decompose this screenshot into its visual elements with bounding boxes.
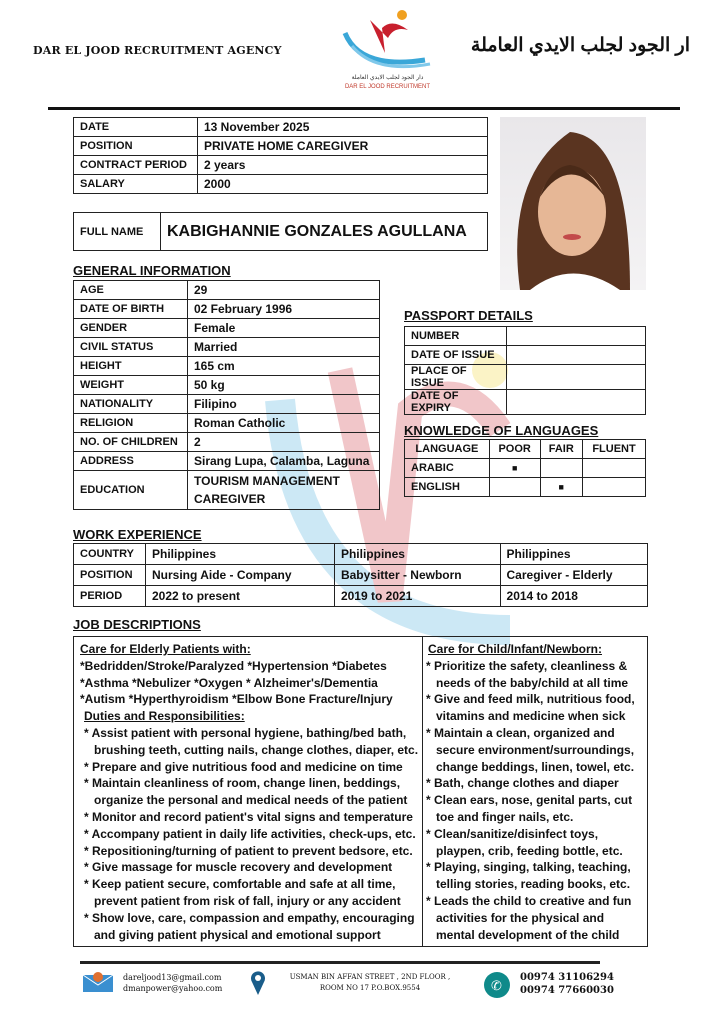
duty-item: * Monitor and record patient's vital signs and temperature bbox=[84, 809, 413, 824]
child-care-item: * Clean/sanitize/disinfect toys, playpen, crib, feeding bottle, etc. bbox=[426, 826, 623, 858]
table-row bbox=[405, 327, 646, 346]
table-row bbox=[405, 390, 646, 415]
child-care-item: * Leads the child to creative and fun activities for the physical and mental development of the child bbox=[426, 893, 632, 942]
duty-item: * Prepare and give nutritious food and medicine on time bbox=[84, 759, 403, 774]
condition-line: *Autism *Hyperthyroidism *Elbow Bone Fracture/Injury bbox=[80, 692, 393, 707]
work-country: Philippines bbox=[146, 544, 335, 565]
duty-item: * Accompany patient in daily life activities, check-ups, etc. bbox=[84, 826, 416, 841]
column-header: FLUENT bbox=[583, 440, 646, 459]
child-care-item: * Maintain a clean, organized and secure environment/surroundings, change beddings, linen, towel, etc. bbox=[426, 725, 635, 774]
table-row bbox=[74, 338, 380, 357]
value: Roman Catholic bbox=[188, 414, 380, 433]
duties-title: Duties and Responsibilities: bbox=[84, 709, 245, 724]
label: RELIGION bbox=[74, 414, 188, 433]
empty-cell bbox=[540, 459, 583, 478]
label: PLACE OF ISSUE bbox=[405, 365, 507, 390]
child-care-item: * Bath, change clothes and diaper bbox=[426, 776, 619, 791]
table-row bbox=[74, 137, 488, 156]
label: ADDRESS bbox=[74, 452, 188, 471]
label: SALARY bbox=[74, 175, 198, 194]
condition-line: *Bedridden/Stroke/Paralyzed *Hypertension *Diabetes bbox=[80, 658, 387, 673]
label: POSITION bbox=[74, 137, 198, 156]
label: NO. OF CHILDREN bbox=[74, 433, 188, 452]
table-row bbox=[74, 376, 380, 395]
value bbox=[507, 327, 646, 346]
email-1[interactable]: dareljood13@gmail.com bbox=[123, 973, 222, 982]
child-care-item: * Prioritize the safety, cleanliness & needs of the baby/child at all time bbox=[426, 658, 629, 690]
language-name: ARABIC bbox=[405, 459, 490, 478]
address-line-2: ROOM NO 17 P.O.BOX.9554 bbox=[319, 984, 421, 992]
label: DATE OF ISSUE bbox=[405, 346, 507, 365]
column-header: LANGUAGE bbox=[405, 440, 490, 459]
child-care-item: * Clean ears, nose, genital parts, cut toe and finger nails, etc. bbox=[426, 793, 633, 824]
table-row bbox=[405, 365, 646, 390]
languages-heading: KNOWLEDGE OF LANGUAGES bbox=[404, 423, 599, 438]
label: DATE OF BIRTH bbox=[74, 300, 188, 319]
label: EDUCATION bbox=[74, 471, 188, 510]
value: Sirang Lupa, Calamba, Laguna bbox=[188, 452, 380, 471]
label: PERIOD bbox=[74, 586, 146, 607]
work-position: Nursing Aide - Company bbox=[146, 565, 335, 586]
value: TOURISM MANAGEMENT CAREGIVER bbox=[188, 471, 380, 510]
table-row bbox=[74, 175, 488, 194]
svg-text:✆: ✆ bbox=[491, 978, 502, 993]
phone-2[interactable]: 00974 77660030 bbox=[520, 985, 614, 996]
level-mark: ■ bbox=[540, 478, 583, 497]
work-experience-table bbox=[73, 543, 648, 607]
label: NATIONALITY bbox=[74, 395, 188, 414]
duty-item: * Maintain cleanliness of room, change linen, beddings, organize the personal and medical needs of the patient bbox=[84, 776, 408, 808]
table-row bbox=[74, 156, 488, 175]
table-row bbox=[74, 433, 380, 452]
table-row bbox=[74, 395, 380, 414]
job-descriptions-box bbox=[73, 636, 648, 947]
work-position: Caregiver - Elderly bbox=[500, 565, 647, 586]
full-name-label: FULL NAME bbox=[74, 213, 161, 251]
work-period: 2019 to 2021 bbox=[334, 586, 500, 607]
child-care-item: * Give and feed milk, nutritious food, vitamins and medicine when sick bbox=[426, 692, 635, 724]
table-row bbox=[74, 544, 648, 565]
value bbox=[507, 390, 646, 415]
general-info-table bbox=[73, 280, 380, 510]
general-info-heading: GENERAL INFORMATION bbox=[73, 263, 231, 278]
value: 02 February 1996 bbox=[188, 300, 380, 319]
job-descriptions-heading: JOB DESCRIPTIONS bbox=[73, 617, 201, 632]
duty-item: * Keep patient secure, comfortable and safe at all time, prevent patient from risk of fall, injury or any accident bbox=[84, 877, 401, 908]
table-row bbox=[74, 565, 648, 586]
phone-icon bbox=[484, 972, 510, 1003]
phone-1[interactable]: 00974 31106294 bbox=[520, 972, 614, 983]
label: POSITION bbox=[74, 565, 146, 586]
table-row bbox=[74, 586, 648, 607]
duty-item: * Assist patient with personal hygiene, bathing/bed bath, brushing teeth, cutting nails, change clothes, diaper, etc. bbox=[84, 725, 419, 757]
empty-cell bbox=[583, 459, 646, 478]
duty-item: * Repositioning/turning of patient to prevent bedsore, etc. bbox=[84, 843, 413, 858]
address-line-1: USMAN BIN AFFAN STREET , 2ND FLOOR , bbox=[289, 973, 451, 981]
value bbox=[507, 346, 646, 365]
empty-cell bbox=[583, 478, 646, 497]
elderly-care-title: Care for Elderly Patients with: bbox=[80, 642, 251, 656]
work-position: Babysitter - Newborn bbox=[334, 565, 500, 586]
table-row bbox=[405, 346, 646, 365]
table-row bbox=[74, 357, 380, 376]
work-country: Philippines bbox=[500, 544, 647, 565]
column-header: POOR bbox=[489, 440, 540, 459]
label: CIVIL STATUS bbox=[74, 338, 188, 357]
position-table bbox=[73, 117, 488, 194]
value: 2000 bbox=[198, 175, 488, 194]
value: PRIVATE HOME CAREGIVER bbox=[198, 137, 488, 156]
table-row bbox=[74, 471, 380, 510]
value: 165 cm bbox=[188, 357, 380, 376]
languages-table bbox=[404, 439, 646, 497]
child-care-item: * Playing, singing, talking, teaching, telling stories, reading books, etc. bbox=[426, 860, 631, 892]
email-2[interactable]: dmanpower@yahoo.com bbox=[123, 984, 223, 993]
level-mark: ■ bbox=[489, 459, 540, 478]
empty-cell bbox=[489, 478, 540, 497]
label: DATE OF EXPIRY bbox=[405, 390, 507, 415]
condition-line: *Asthma *Nebulizer *Oxygen * Alzheimer's/Dementia bbox=[80, 675, 378, 690]
label: NUMBER bbox=[405, 327, 507, 346]
label: DATE bbox=[74, 118, 198, 137]
header-divider bbox=[48, 107, 680, 110]
language-name: ENGLISH bbox=[405, 478, 490, 497]
value: 13 November 2025 bbox=[198, 118, 488, 137]
footer-divider bbox=[80, 961, 600, 964]
value: Female bbox=[188, 319, 380, 338]
passport-table bbox=[404, 326, 646, 415]
label: COUNTRY bbox=[74, 544, 146, 565]
table-row bbox=[74, 118, 488, 137]
agency-name: DAR EL JOOD RECRUITMENT AGENCY bbox=[33, 44, 282, 57]
column-header: FAIR bbox=[540, 440, 583, 459]
work-experience-heading: WORK EXPERIENCE bbox=[73, 527, 202, 542]
work-period: 2022 to present bbox=[146, 586, 335, 607]
work-period: 2014 to 2018 bbox=[500, 586, 647, 607]
table-row bbox=[74, 319, 380, 338]
value: Married bbox=[188, 338, 380, 357]
value: 50 kg bbox=[188, 376, 380, 395]
table-row bbox=[405, 478, 646, 497]
email-icon bbox=[82, 971, 114, 998]
child-care-title: Care for Child/Infant/Newborn: bbox=[428, 642, 602, 656]
table-row bbox=[74, 414, 380, 433]
logo-english: DAR EL JOOD RECRUITMENT bbox=[344, 84, 431, 90]
candidate-photo bbox=[500, 117, 646, 290]
table-row bbox=[405, 459, 646, 478]
value: 29 bbox=[188, 281, 380, 300]
table-row bbox=[74, 452, 380, 471]
label: CONTRACT PERIOD bbox=[74, 156, 198, 175]
work-country: Philippines bbox=[334, 544, 500, 565]
label: GENDER bbox=[74, 319, 188, 338]
value: Filipino bbox=[188, 395, 380, 414]
label: HEIGHT bbox=[74, 357, 188, 376]
full-name-table bbox=[73, 212, 488, 251]
value: 2 bbox=[188, 433, 380, 452]
table-row bbox=[74, 300, 380, 319]
full-name-value: KABIGHANNIE GONZALES AGULLANA bbox=[161, 213, 488, 251]
duty-item: * Show love, care, compassion and empathy, encouraging and giving patient physical and emotional support bbox=[84, 910, 415, 942]
location-pin-icon bbox=[250, 970, 266, 1001]
label: WEIGHT bbox=[74, 376, 188, 395]
label: AGE bbox=[74, 281, 188, 300]
agency-name-arabic: ار الجود لجلب الايدي العاملة bbox=[470, 35, 690, 56]
table-row bbox=[74, 281, 380, 300]
value: 2 years bbox=[198, 156, 488, 175]
duty-item: * Give massage for muscle recovery and development bbox=[84, 860, 393, 875]
table-header bbox=[405, 440, 646, 459]
agency-logo bbox=[330, 8, 445, 98]
passport-heading: PASSPORT DETAILS bbox=[404, 308, 533, 323]
value bbox=[507, 365, 646, 390]
logo-arabic: دار الجود لجلب الايدي العاملة bbox=[351, 75, 424, 81]
